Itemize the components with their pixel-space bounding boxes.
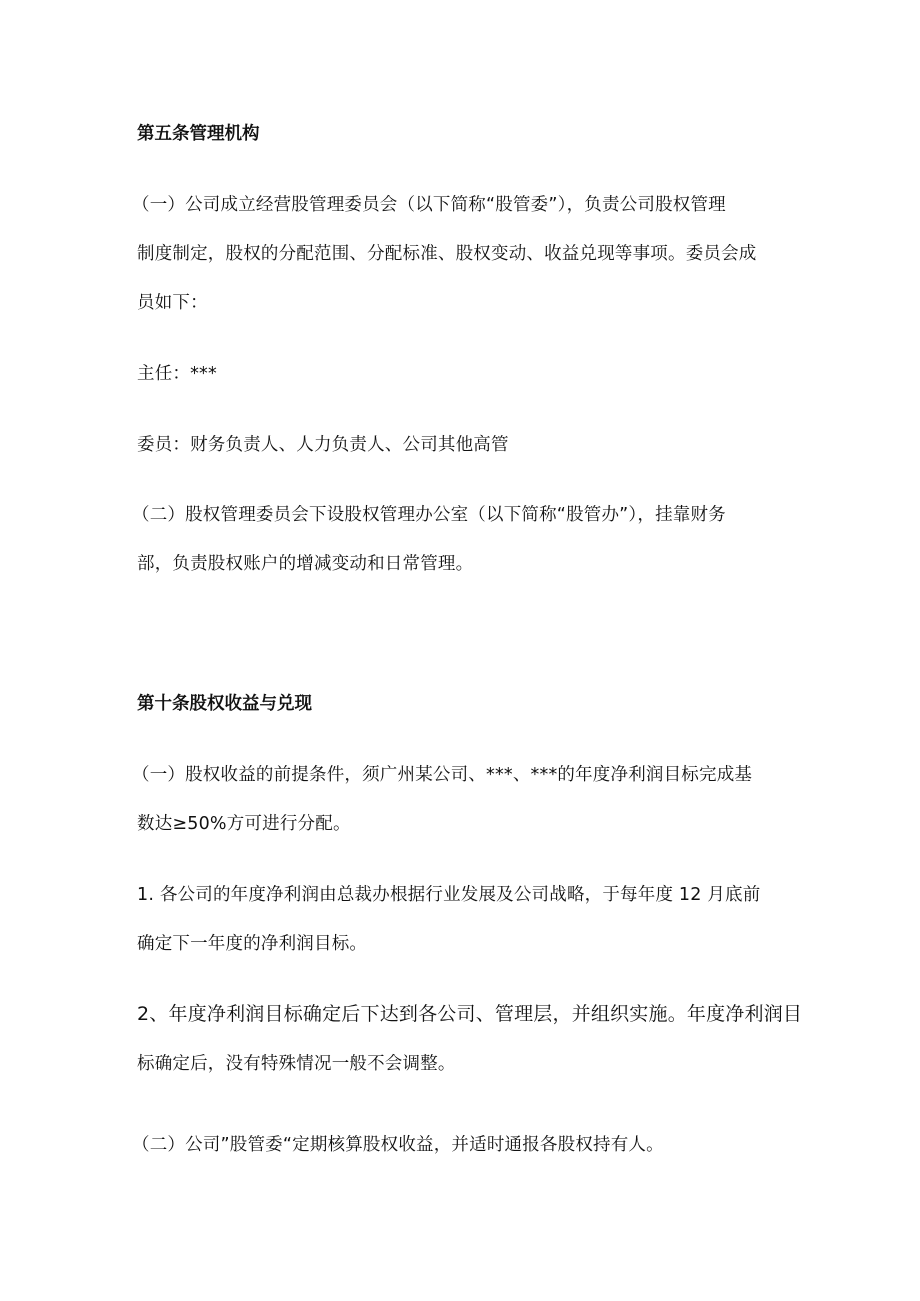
section-5-paragraph-1-line-3: 员如下： (137, 293, 208, 313)
section-5-paragraph-2-line-1: （二）股权管理委员会下设股权管理办公室（以下简称“股管办”），挂靠财务 (132, 505, 726, 525)
list-item-1-line-2: 确定下一年度的净利润目标。 (137, 934, 368, 954)
committee-director: 主任：*** (137, 364, 217, 384)
section-10-paragraph-2-line-1: （二）公司”股管委“定期核算股权收益，并适时通报各股权持有人。 (132, 1135, 664, 1155)
section-5-paragraph-2-line-2: 部，负责股权账户的增减变动和日常管理。 (137, 554, 474, 574)
list-item-1-line-1: 1. 各公司的年度净利润由总裁办根据行业发展及公司战略，于每年度 12 月底前 (137, 885, 761, 905)
committee-members: 委员：财务负责人、人力负责人、公司其他高管 (137, 435, 509, 455)
section-10-paragraph-1-line-1: （一）股权收益的前提条件，须广州某公司、***、***的年度净利润目标完成基 (132, 765, 753, 785)
section-10-paragraph-1-line-2: 数达≥50%方可进行分配。 (137, 814, 351, 834)
section-5-paragraph-1-line-2: 制度制定，股权的分配范围、分配标准、股权变动、收益兑现等事项。委员会成 (137, 244, 757, 264)
section-10-heading: 第十条股权收益与兑现 (137, 694, 312, 714)
list-item-2-line-2: 标确定后，没有特殊情况一般不会调整。 (137, 1054, 456, 1074)
section-5-heading: 第五条管理机构 (137, 124, 260, 144)
list-item-2-line-1: 2、年度净利润目标确定后下达到各公司、管理层，并组织实施。年度净利润目 (137, 1003, 803, 1025)
section-5-paragraph-1-line-1: （一）公司成立经营股管理委员会（以下简称“股管委”），负责公司股权管理 (132, 195, 726, 215)
